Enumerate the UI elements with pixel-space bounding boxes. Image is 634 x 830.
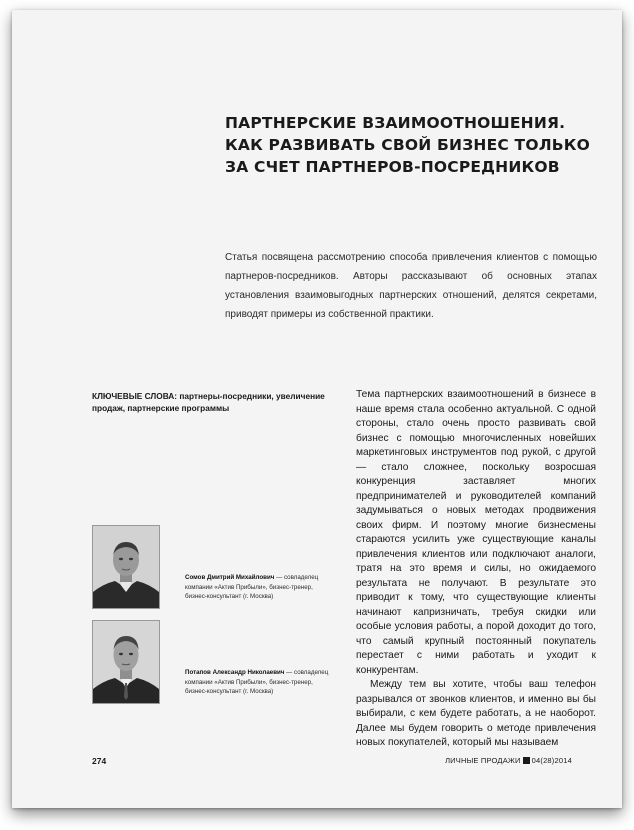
journal-footer: [445, 756, 572, 765]
article-title: ПАРТНЕРСКИЕ ВЗАИМООТНОШЕНИЯ. КАК РАЗВИВАТЬ СВОЙ БИЗНЕС ТОЛЬКО ЗА СЧЕТ ПАРТНЕРОВ-ПОСРЕДНИКОВ: [225, 114, 591, 176]
article-body: [356, 388, 596, 751]
author-photo-potapov: [92, 620, 160, 704]
author-description-somov: — совладелец компании «Актив Прибыли», бизнес-тренер, бизнес-консультант (г. Москва): [185, 574, 319, 600]
author-description-potapov: — совладелец компании «Актив Прибыли», бизнес-тренер, бизнес-консультант (г. Москва): [185, 669, 329, 695]
author-photo-somov: [92, 525, 160, 609]
journal-issue: 04(28)2014: [531, 756, 572, 765]
author-name-potapov: Потапов Александр Николаевич: [185, 669, 285, 676]
author-caption-potapov: [185, 668, 335, 697]
author-caption-somov: [185, 573, 335, 602]
article-abstract: Статья посвящена рассмотрению способа привлечения клиентов с помощью партнеров-посредников. Авторы рассказывают об основных этапах установления взаимовыгодных партнерских отношений, делятся секретами, приводят примеры из собственной практики.: [225, 252, 597, 320]
body-paragraph-2: Между тем вы хотите, чтобы ваш телефон разрывался от звонков клиентов, и именно вы бы выбирали, с кем будете работать, а не наоборот. Далее мы будем говорить о методе привлечения новых покупателей, который мы называем: [356, 679, 596, 748]
magazine-page: [12, 10, 622, 808]
article-keywords: КЛЮЧЕВЫЕ СЛОВА: партнеры-посредники, увеличение продаж, партнерские программы: [92, 391, 325, 413]
square-separator-icon: [523, 757, 530, 764]
page-number: 274: [92, 756, 107, 766]
body-paragraph-1: Тема партнерских взаимоотношений в бизнесе в наше время стала особенно актуальной. С одной стороны, стало очень просто развивать свой бизнес с помощью многочисленных новейших маркетинговых инструментов под рукой, с другой — стало сложнее, поскольку возросшая конкуренция заставляет многих предпринимателей и руководителей компаний задумываться о новых методах продвижения своих фирм. И поэтому многие бизнесмены стараются усилить уже существующие каналы привлечения клиентов или подключают аналоги, тратя на это время и силы, но ожидаемого результата не получают. В результате это приводит к тому, что существующие клиенты начинают капризничать, требуя скидки или особые условия работы, а порой доходит до того, что самый крупный постоянный покупатель перестает с ними работать и уходит к конкурентам.: [356, 389, 596, 676]
journal-name: ЛИЧНЫЕ ПРОДАЖИ: [445, 756, 521, 765]
author-name-somov: Сомов Дмитрий Михайлович: [185, 574, 275, 581]
